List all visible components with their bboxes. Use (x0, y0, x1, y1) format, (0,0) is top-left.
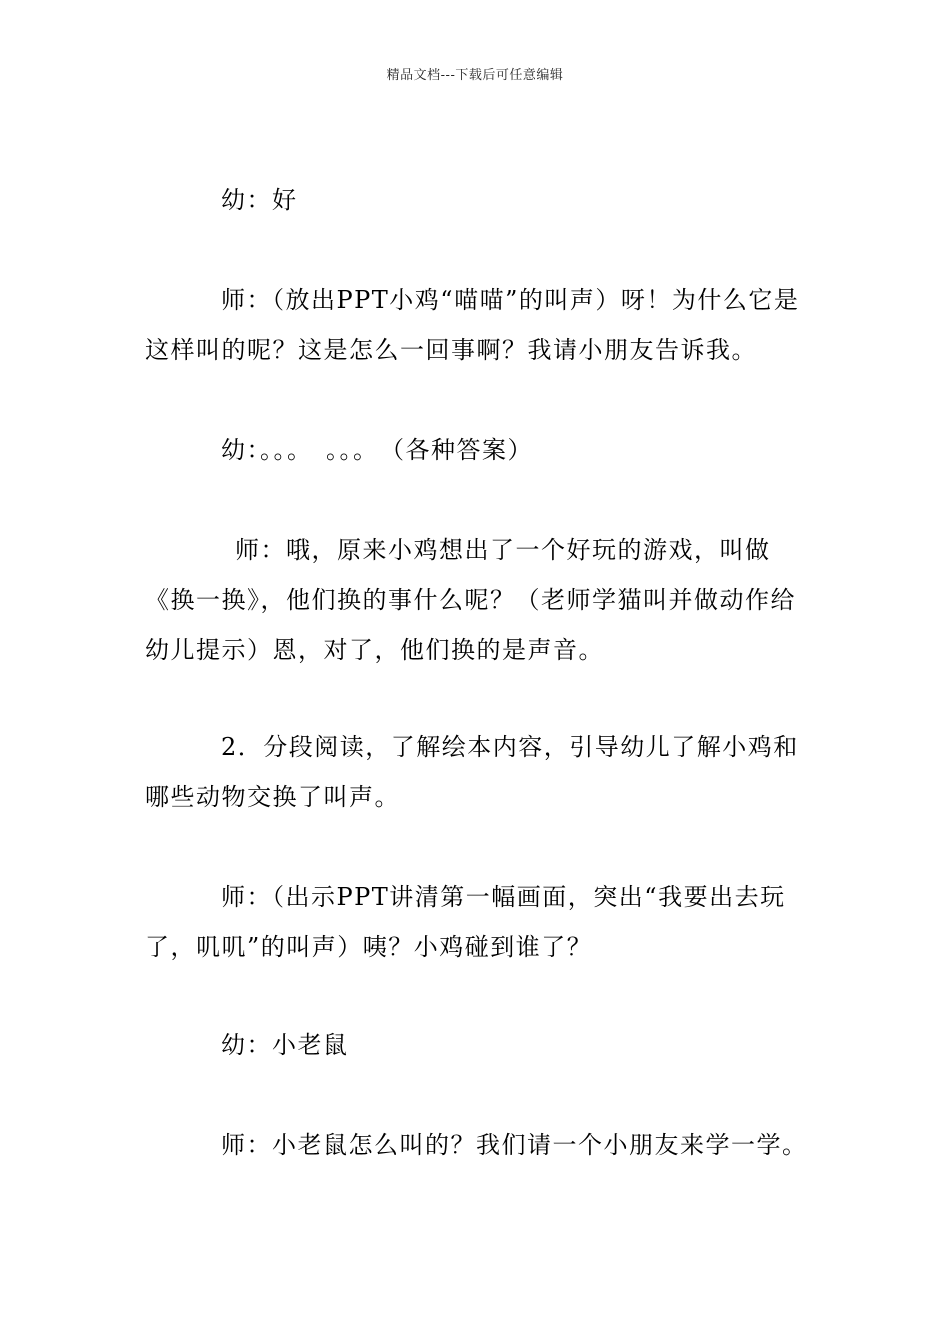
paragraph-child-reply-2: 幼：。。。 。。。 （各种答案） (221, 436, 533, 464)
paragraph-child-reply-3: 幼：小老鼠 (221, 1031, 349, 1059)
paragraph-teacher-1: 师：（放出PPT小鸡“喵喵”的叫声）呀！为什么它是这样叫的呢？这是怎么一回事啊？我请小朋友告诉我。 (145, 286, 800, 364)
paragraph-teacher-4: 师：小老鼠怎么叫的？我们请一个小朋友来学一学。 (221, 1131, 808, 1159)
paragraph-teacher-3: 师：（出示PPT讲清第一幅画面，突出“我要出去玩了，叽叽”的叫声）咦？小鸡碰到谁了？ (145, 883, 786, 961)
paragraph-teacher-2: 师：哦，原来小鸡想出了一个好玩的游戏，叫做《换一换》，他们换的事什么呢？（老师学猫叫并做动作给幼儿提示）恩，对了，他们换的是声音。 (145, 536, 796, 664)
paragraph-section-2: 2．分段阅读，了解绘本内容，引导幼儿了解小鸡和哪些动物交换了叫声。 (145, 733, 799, 811)
page-header: 精品文档---下载后可任意编辑 (386, 68, 564, 83)
paragraph-child-reply-1: 幼：好 (221, 186, 298, 214)
